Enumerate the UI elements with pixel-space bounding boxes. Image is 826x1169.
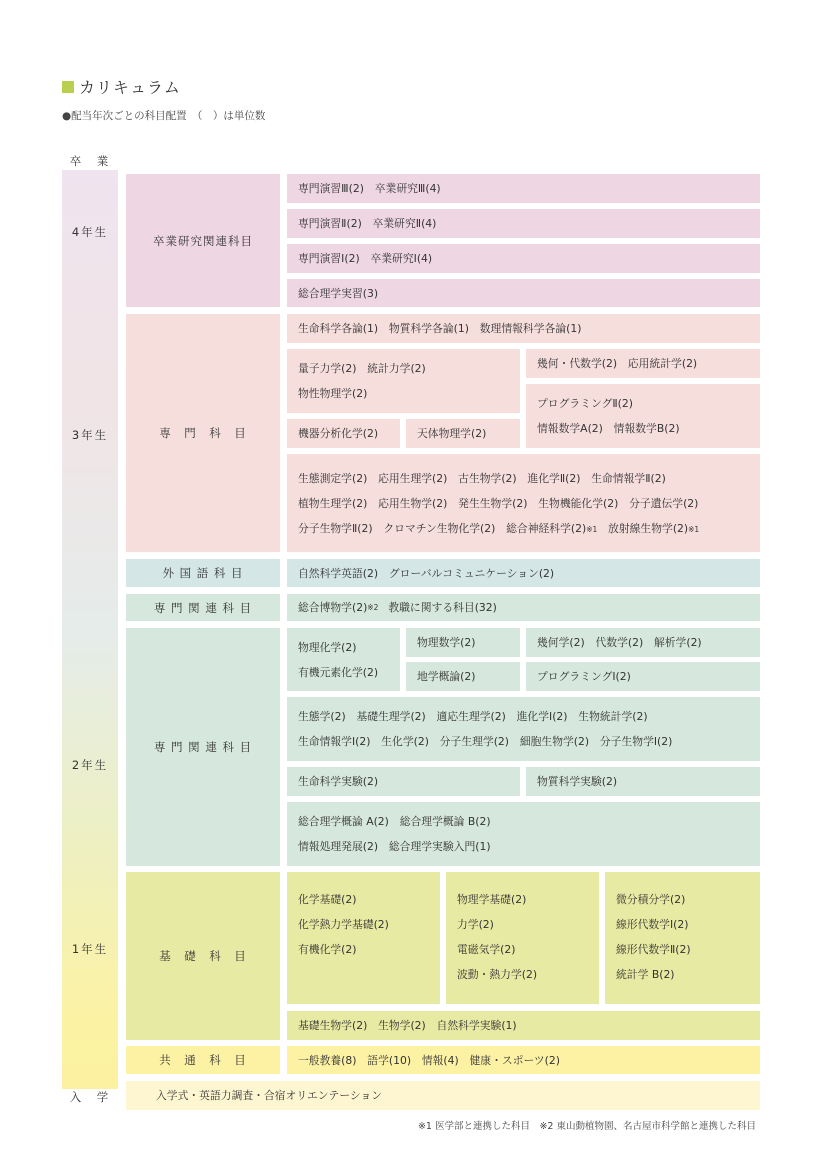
category-related-b: 専 門 関 連 科 目 — [126, 628, 280, 866]
title-marker-icon — [62, 81, 74, 93]
course-row-common: 一般教養(8) 語学(10) 情報(4) 健康・スポーツ(2) — [287, 1046, 760, 1074]
course-line: 量子力学(2) 統計力学(2) — [298, 362, 426, 375]
course-box-2-physmath: 物理数学(2) — [406, 628, 520, 657]
course-row-1-bio: 基礎生物学(2) 生物学(2) 自然科学実験(1) — [287, 1011, 760, 1040]
course-box-2-math: 幾何学(2) 代数学(2) 解析学(2) — [526, 628, 760, 657]
page-title: カリキュラム — [79, 78, 181, 97]
footnote-mark-1: ※1 — [586, 525, 598, 534]
course-box-2-lab-life: 生命科学実験(2) — [287, 767, 520, 796]
course-line: 生態測定学(2) 応用生理学(2) 古生物学(2) 進化学Ⅱ(2) 生命情報学Ⅱ(2) — [298, 472, 666, 485]
course-box-3-instrument: 機器分析化学(2) — [287, 419, 400, 448]
course-line: 物理学基礎(2) — [457, 893, 527, 906]
course-line: 物性物理学(2) — [298, 387, 368, 400]
course-row-4-1: 専門演習Ⅲ(2) 卒業研究Ⅲ(4) — [287, 174, 760, 203]
course-line: 微分積分学(2) — [616, 893, 686, 906]
entrance-row: 入学式・英語力調査・合宿オリエンテーション — [126, 1081, 760, 1110]
year-label-1: 1年生 — [71, 942, 109, 956]
course-line: 化学基礎(2) — [298, 893, 357, 906]
course-line: 線形代数学Ⅱ(2) — [616, 943, 691, 956]
course-line: 線形代数学Ⅰ(2) — [616, 918, 689, 931]
course-row-4-2: 専門演習Ⅱ(2) 卒業研究Ⅱ(4) — [287, 209, 760, 238]
course-line: 有機元素化学(2) — [298, 666, 379, 679]
course-line: 情報数学A(2) 情報数学B(2) — [537, 422, 680, 435]
course-row-3-general: 生命科学各論(1) 物質科学各論(1) 数理情報科学各論(1) — [287, 314, 760, 343]
course-line: 電磁気学(2) — [457, 943, 516, 956]
course-box-2-bio — [287, 697, 760, 761]
footnote: ※1 医学部と連携した科目 ※2 東山動植物園、名古屋市科学館と連携した科目 — [417, 1121, 756, 1132]
course-line: 生命情報学Ⅰ(2) 生化学(2) 分子生理学(2) 細胞生物学(2) 分子生物学Ⅰ(2) — [298, 735, 673, 748]
category-graduation-research: 卒業研究関連科目 — [126, 174, 280, 307]
course-box-2-lab-matter: 物質科学実験(2) — [526, 767, 760, 796]
course-line: 分子生物学Ⅱ(2) クロマチン生物化学(2) 総合神経科学(2)※1 放射線生物学(2)※1 — [298, 522, 700, 535]
year-label-2: 2年生 — [71, 758, 109, 772]
course-box-3-astro: 天体物理学(2) — [406, 419, 520, 448]
course-line: 生態学(2) 基礎生理学(2) 適応生理学(2) 進化学Ⅰ(2) 生物統計学(2) — [298, 710, 648, 723]
course-row-4-3: 専門演習Ⅰ(2) 卒業研究Ⅰ(4) — [287, 244, 760, 273]
course-line: 化学熱力学基礎(2) — [298, 918, 389, 931]
category-specialized: 専 門 科 目 — [126, 314, 280, 552]
course-box-3-physics — [287, 349, 520, 413]
category-common: 共 通 科 目 — [126, 1046, 280, 1074]
year-label-3: 3年生 — [71, 428, 109, 442]
course-box-3-math: 幾何・代数学(2) 応用統計学(2) — [526, 349, 760, 378]
category-basic: 基 礎 科 目 — [126, 872, 280, 1040]
course-line: 総合理学概論 A(2) 総合理学概論 B(2) — [298, 815, 491, 828]
page-subtitle: ●配当年次ごとの科目配置 （ ）は単位数 — [62, 110, 266, 122]
course-box-2-geo: 地学概論(2) — [406, 662, 520, 691]
course-line: 波動・熱力学(2) — [457, 968, 538, 981]
course-line: 植物生理学(2) 応用生物学(2) 発生生物学(2) 生物機能化学(2) 分子遺伝学(2) — [298, 497, 699, 510]
course-row-foreign: 自然科学英語(2) グローバルコミュニケーション(2) — [287, 559, 760, 587]
course-row-4-4: 総合理学実習(3) — [287, 279, 760, 307]
course-box-3-programming — [526, 384, 760, 448]
course-row-related: 総合博物学(2) ※2 教職に関する科目(32) — [287, 594, 760, 621]
course-line: 物理化学(2) — [298, 641, 357, 654]
year-label-entrance: 入 学 — [69, 1090, 111, 1104]
footnote-mark-1: ※1 — [688, 525, 700, 534]
footnote-mark-2: ※2 — [367, 603, 379, 612]
course-box-2-chem — [287, 628, 400, 691]
course-line: 統計学 B(2) — [616, 968, 675, 981]
course-line: 有機化学(2) — [298, 943, 357, 956]
year-label-graduation: 卒 業 — [69, 154, 111, 168]
category-foreign-language: 外 国 語 科 目 — [126, 559, 280, 587]
course-box-1-chem — [287, 872, 440, 1004]
course-box-1-phys — [446, 872, 599, 1004]
course-box-3-bio — [287, 454, 760, 552]
course-box-2-general — [287, 802, 760, 866]
course-line: 情報処理発展(2) 総合理学実験入門(1) — [298, 840, 491, 853]
category-related-a: 専 門 関 連 科 目 — [126, 594, 280, 621]
course-line: プログラミングⅡ(2) — [537, 397, 633, 410]
course-box-1-math — [605, 872, 760, 1004]
course-line: 力学(2) — [457, 918, 494, 931]
year-label-4: 4年生 — [71, 225, 109, 239]
course-box-2-prog: プログラミングⅠ(2) — [526, 662, 760, 691]
